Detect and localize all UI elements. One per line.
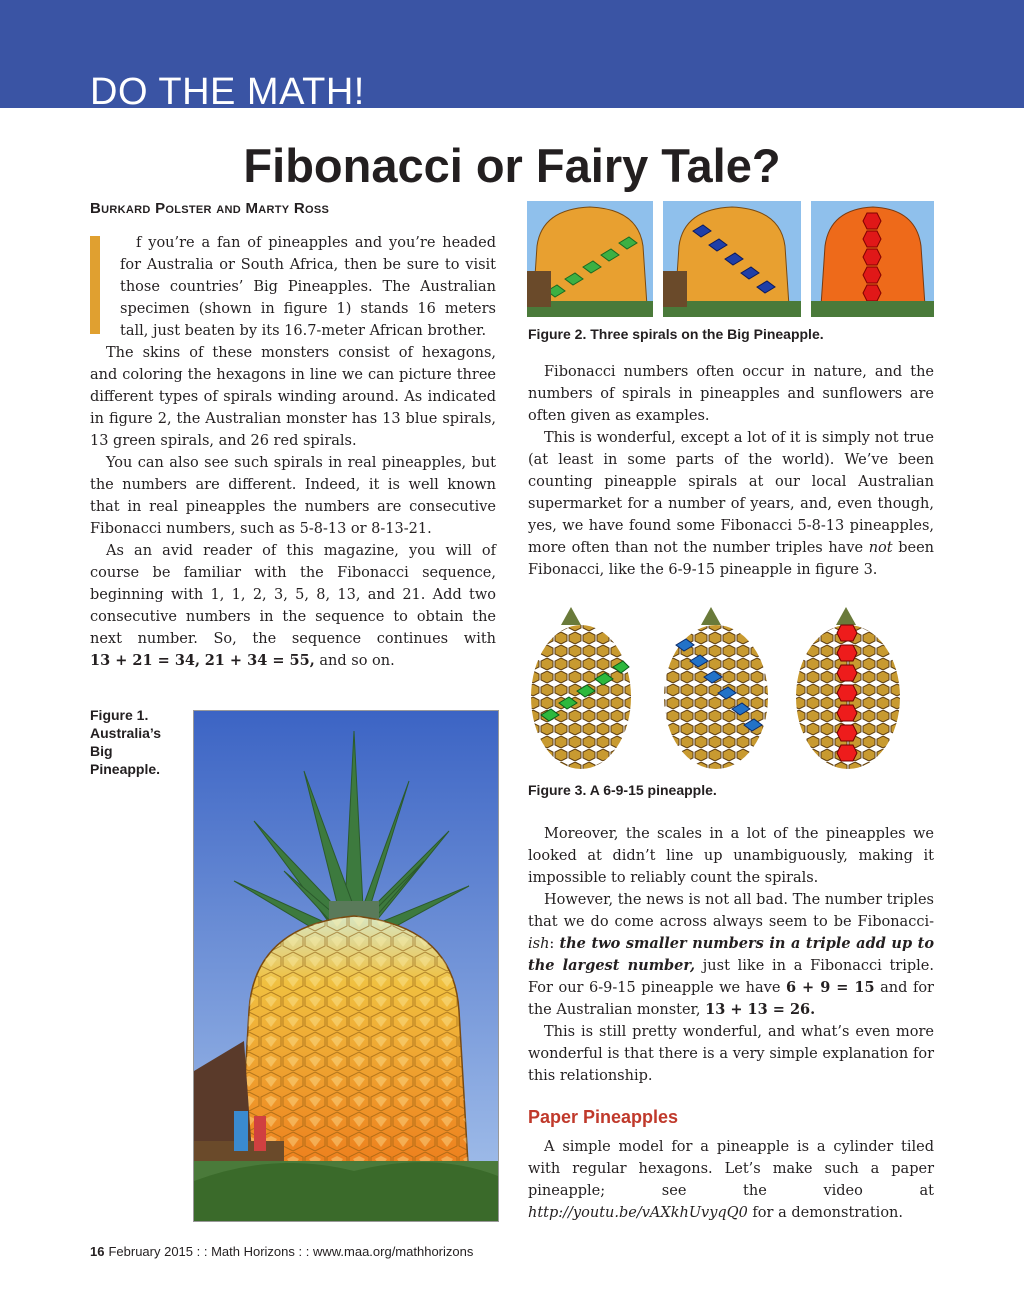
body-paragraph: As an avid reader of this magazine, you will of course be familiar with the Fibonacci sequence, beginning with 1, 1, 2, 3, 5, 8, 13, and 21. Add two consecutive numbers in the sequence to obtain the next number. So, the sequence continues with 13 + 21 = 34, 21 + 34 = 55, and so on.	[90, 543, 496, 669]
math-expression: 6 + 9 = 15	[785, 979, 875, 996]
body-paragraph: f you’re a fan of pineapples and you’re headed for Australia or South Africa, then be sure to visit those countries’ Big Pineapples. The Australian specimen (shown in figure 1) stands 16 meters tall, just beaten by its 16.7-meter African brother.	[120, 235, 496, 339]
video-link[interactable]: http://youtu.be/vAXkhUvyqQ0	[528, 1205, 748, 1221]
page-number: 16	[90, 1244, 105, 1259]
article-authors: Burkard Polster and Marty Ross	[90, 200, 330, 217]
right-column-upper	[528, 361, 934, 581]
page-footer	[90, 1244, 473, 1259]
section-label: DO THE MATH!	[90, 71, 365, 113]
dropcap-bar	[90, 236, 100, 334]
figure3-caption: Figure 3. A 6-9-15 pineapple.	[528, 782, 717, 798]
left-column	[90, 232, 496, 672]
footer-text: February 2015 : : Math Horizons : : www.maa.org/mathhorizons	[108, 1244, 474, 1259]
subheading: Paper Pineapples	[528, 1107, 679, 1127]
pineapple-red	[796, 607, 900, 769]
math-expression: 13 + 21 = 34,	[90, 652, 201, 669]
figure2-image-green	[527, 201, 653, 317]
figure1-caption: Figure 1. Australia’s Big Pineapple.	[90, 707, 162, 777]
body-paragraph: This is wonderful, except a lot of it is simply not true (at least in some parts of the world). We’ve been counting pineapple spirals at our local Australian supermarket for a number of years, and, even though, yes, we have found some Fibonacci 5-8-13 pineapples, more often than not the number triples have not been Fibonacci, like the 6-9-15 pineapple in figure 3.	[528, 430, 934, 578]
figure1-image	[193, 710, 499, 1222]
right-column-lower	[528, 823, 934, 1224]
body-paragraph: Fibonacci numbers often occur in nature, and the numbers of spirals in pineapples and sunflowers are often given as examples.	[528, 364, 934, 424]
body-paragraph: However, the news is not all bad. The number triples that we do come across always seem to be Fibonacci-ish: the two smaller numbers in a triple add up to the largest number, just like in a Fibonacci triple. For our 6-9-15 pineapple we have 6 + 9 = 15 and for the Australian monster, 13 + 13 = 26.	[528, 892, 935, 1018]
figure3-caption-box	[528, 781, 934, 799]
article-title: Fibonacci or Fairy Tale?	[243, 139, 781, 192]
big-pineapple-green-spirals	[527, 201, 653, 317]
pineapple-green	[531, 607, 631, 769]
figure3-image	[526, 605, 936, 775]
big-pineapple-blue-spirals	[663, 201, 801, 317]
dropcap-paragraph	[90, 232, 496, 342]
math-expression: 21 + 34 = 55,	[204, 652, 315, 669]
math-expression: 13 + 13 = 26.	[705, 1001, 816, 1018]
body-paragraph: You can also see such spirals in real pineapples, but the numbers are different. Indeed, it is well known that in real pineapples the numbers are consecutive Fibonacci numbers, such as 5-8-13 or 8-13-21.	[90, 455, 496, 537]
figure1-caption-box	[90, 706, 180, 778]
body-paragraph: This is still pretty wonderful, and what’s even more wonderful is that there is a very simple explanation for this relationship.	[528, 1024, 934, 1084]
figure2-image-blue	[663, 201, 801, 317]
big-pineapple-illustration	[194, 711, 498, 1221]
figure2-caption-box	[528, 325, 934, 343]
figure2-image-red	[811, 201, 934, 317]
figure2-caption: Figure 2. Three spirals on the Big Pineapple.	[528, 326, 824, 342]
body-paragraph: A simple model for a pineapple is a cylinder tiled with regular hexagons. Let’s make such a paper pineapple; see the video at http://youtu.be/vAXkhUvyqQ0 for a demonstration.	[528, 1139, 934, 1221]
big-pineapple-red-spirals	[811, 201, 934, 317]
body-paragraph: Moreover, the scales in a lot of the pineapples we looked at didn’t line up unambiguously, making it impossible to reliably count the spirals.	[528, 826, 934, 886]
pineapple-blue	[664, 607, 768, 769]
body-paragraph: The skins of these monsters consist of hexagons, and coloring the hexagons in line we can picture three different types of spirals winding around. As indicated in figure 2, the Australian monster has 13 blue spirals, 13 green spirals, and 26 red spirals.	[90, 345, 496, 449]
real-pineapples-illustration	[526, 605, 936, 775]
